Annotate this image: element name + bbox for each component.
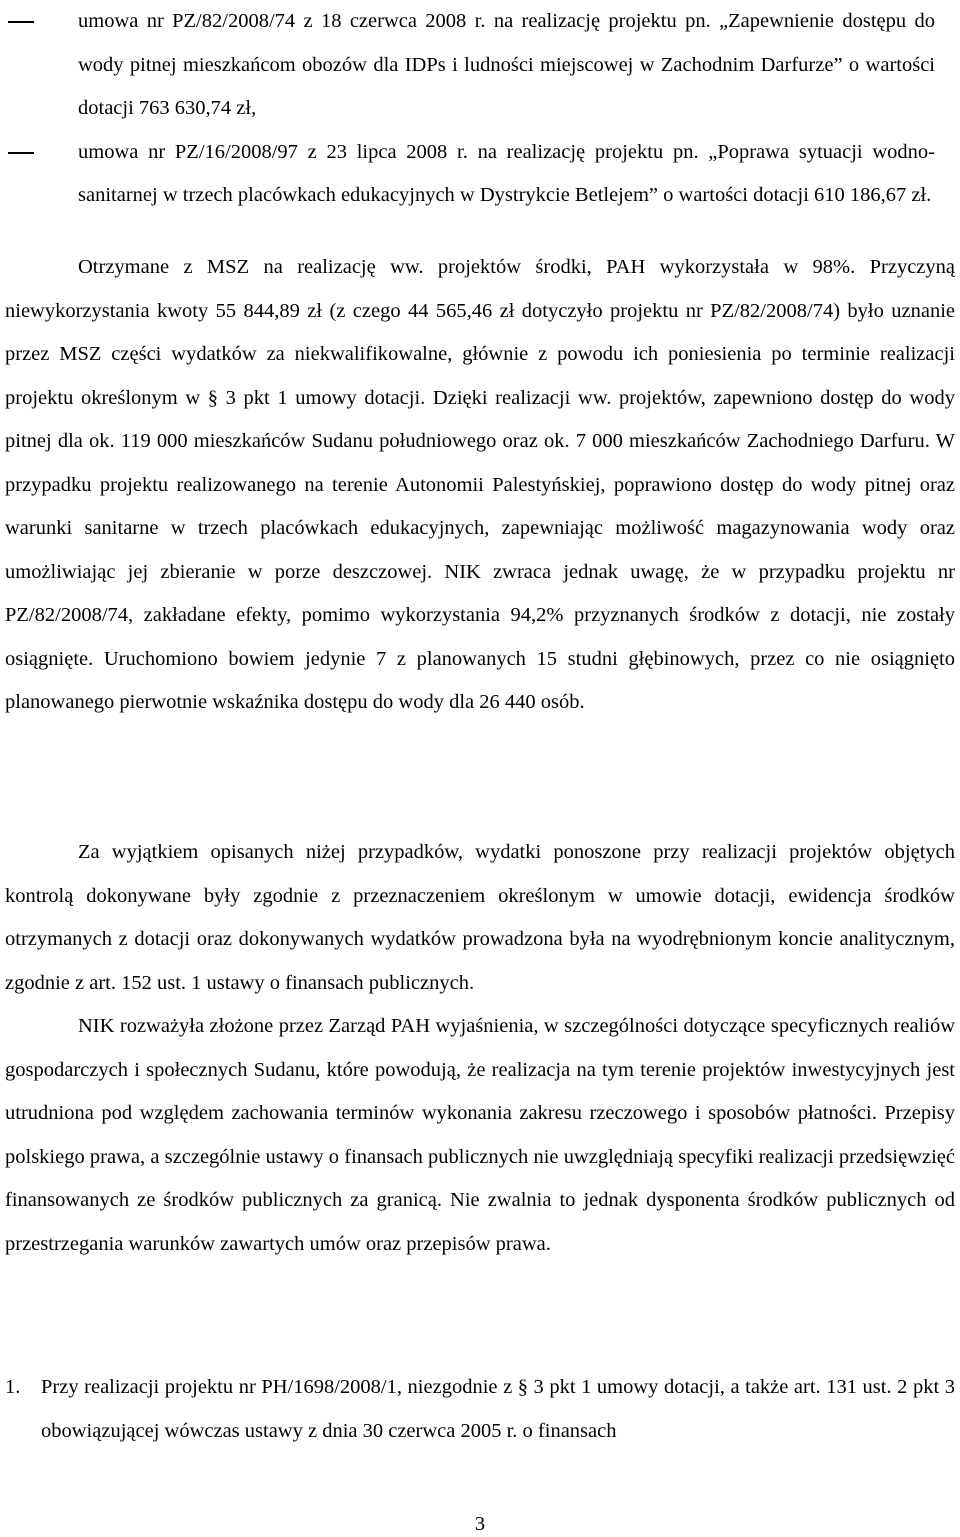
bullet-text: umowa nr PZ/82/2008/74 z 18 czerwca 2008 r. na realizację projektu pn. „Zapewnienie dostępu do wody pitnej mieszkańcom obozów dla IDPs i ludności miejscowej w Zachodnim Darfurze” o wartości dotacji 763 630,74 zł, [78, 10, 935, 119]
page-number: 3 [474, 1513, 486, 1535]
paragraph-nik-explanations: NIK rozważyła złożone przez Zarząd PAH wyjaśnienia, w szczególności dotyczące specyficznych realiów gospodarczych i społecznych Sudanu, które powodują, że realizacja na tym terenie projektów inwestycyjnych jest utrudniona pod względem zachowania terminów wykonania zakresu rzeczowego i sposobów płatności. Przepisy polskiego prawa, a szczególnie ustawy o finansach publicznych nie uwzględniają specyfiki realizacji przedsięwzięć finansowanych ze środków publicznych za granicą. Nie zwalnia to jednak dysponenta środków publicznych od przestrzegania warunków zawartych umów oraz przepisów prawa. [5, 1015, 955, 1255]
bullet-item [0, 0, 935, 131]
dash-bullet-icon [8, 21, 34, 23]
dash-bullet-icon [8, 152, 34, 154]
paragraph-funds-usage: Otrzymane z MSZ na realizację ww. projektów środki, PAH wykorzystała w 98%. Przyczyną niewykorzystania kwoty 55 844,89 zł (z czego 44 565,46 zł dotyczyło projektu nr PZ/82/2008/74) było uznanie przez MSZ części wydatków za niekwalifikowalne, głównie z powodu ich poniesienia po terminie realizacji projektu określonym w § 3 pkt 1 umowy dotacji. Dzięki realizacji ww. projektów, zapewniono dostęp do wody pitnej dla ok. 119 000 mieszkańców Sudanu południowego oraz ok. 7 000 mieszkańców Zachodniego Darfuru. W przypadku projektu realizowanego na terenie Autonomii Palestyńskiej, poprawiono dostęp do wody pitnej oraz warunki sanitarne w trzech placówkach edukacyjnych, zapewniając możliwość magazynowania wody oraz umożliwiając jej zbieranie w porze deszczowej. NIK zwraca jednak uwagę, że w przypadku projektu nr PZ/82/2008/74, zakładane efekty, pomimo wykorzystania 94,2% przyznanych środków z dotacji, nie zostały osiągnięte. Uruchomiono bowiem jedynie 7 z planowanych 15 studni głębinowych, przez co nie osiągnięto planowanego pierwotnie wskaźnika dostępu do wody dla 26 440 osób. [5, 256, 955, 713]
contract-bullet-list [0, 0, 960, 218]
bullet-text: umowa nr PZ/16/2008/97 z 23 lipca 2008 r. na realizację projektu pn. „Poprawa sytuacji wodno-sanitarnej w trzech placówkach edukacyjnych w Dystrykcie Betlejem” o wartości dotacji 610 186,67 zł. [78, 140, 935, 206]
item-number: 1. [5, 1376, 21, 1398]
paragraph-expenses-compliance: Za wyjątkiem opisanych niżej przypadków, wydatki ponoszone przy realizacji projektów objętych kontrolą dokonywane były zgodnie z przeznaczeniem określonym w umowie dotacji, ewidencja środków otrzymanych z dotacji oraz dokonywanych wydatków prowadzona była na wyodrębnionym koncie analitycznym, zgodnie z art. 152 ust. 1 ustawy o finansach publicznych. [5, 841, 955, 994]
numbered-item [5, 1366, 955, 1453]
item-text: Przy realizacji projektu nr PH/1698/2008/1, niezgodnie z § 3 pkt 1 umowy dotacji, a także art. 131 ust. 2 pkt 3 obowiązującej wówczas ustawy z dnia 30 czerwca 2005 r. o finansach [41, 1376, 955, 1442]
bullet-item [0, 131, 935, 218]
